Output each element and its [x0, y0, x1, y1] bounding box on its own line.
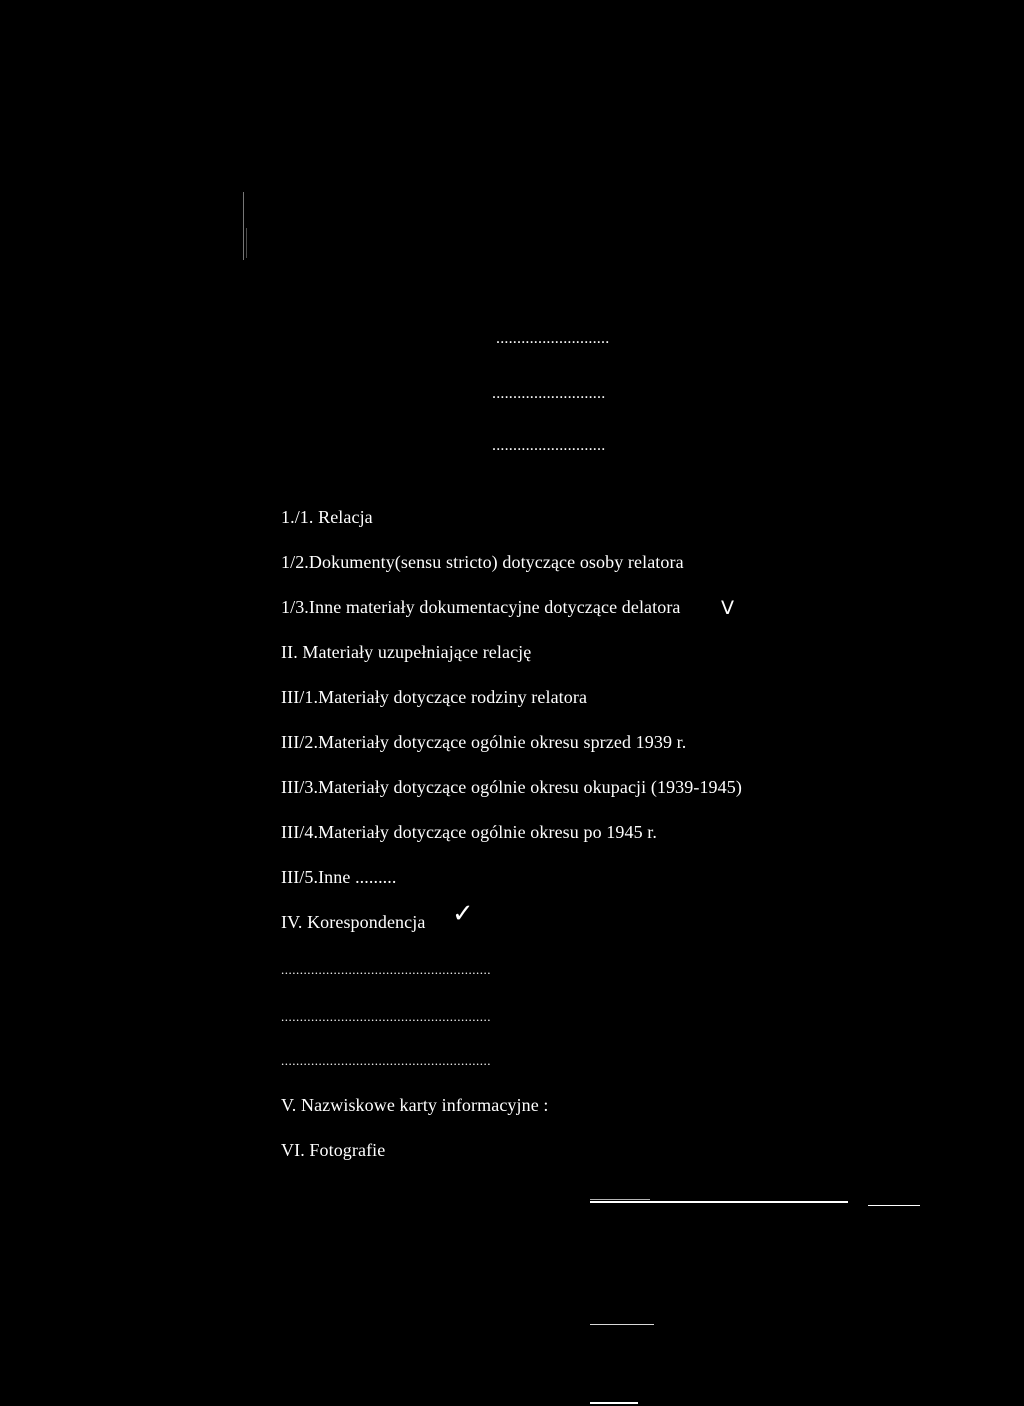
- entry-iii-4-po-1945: III/4.Materiały dotyczące ogólnie okresu po 1945 r.: [281, 822, 657, 842]
- entry-iii-5-inne: III/5.Inne .........: [281, 867, 397, 887]
- middle-dot-line-3: ........................................................: [281, 1053, 491, 1068]
- top-dot-line-2: ...........................: [492, 385, 606, 402]
- entry-i-2-dokumenty: 1/2.Dokumenty(sensu stricto) dotyczące osoby relatora: [281, 552, 684, 572]
- entry-i-3-inne-materialy: 1/3.Inne materiały dokumentacyjne dotyczące delatora: [281, 597, 681, 617]
- entry-vi-fotografie: VI. Fotografie: [281, 1140, 386, 1160]
- entry-iii-1-rodziny: III/1.Materiały dotyczące rodziny relatora: [281, 687, 588, 707]
- rule-fragment: [590, 1199, 650, 1200]
- middle-dot-line-2: ........................................................: [281, 1009, 491, 1024]
- scan-artifact: [246, 228, 247, 258]
- scan-artifact: [243, 192, 244, 260]
- entry-iii-3-okupacji: III/3.Materiały dotyczące ogólnie okresu okupacji (1939-1945): [281, 777, 742, 797]
- top-dot-line-3: ...........................: [492, 437, 606, 454]
- rule-fragment: [590, 1324, 654, 1325]
- rule-fragment: [590, 1201, 848, 1203]
- entry-i-1-relacja: 1./1. Relacja: [281, 507, 373, 527]
- rule-fragment: [868, 1205, 920, 1206]
- handwritten-check-mark: ✓: [452, 899, 474, 929]
- middle-dot-line-1: ........................................................: [281, 962, 491, 977]
- rule-fragment: [590, 1402, 638, 1404]
- entry-ii-materialy-uzupelniajace: II. Materiały uzupełniające relację: [281, 642, 532, 662]
- entry-iv-korespondencja: IV. Korespondencja: [281, 912, 426, 932]
- entry-v-karty-informacyjne: V. Nazwiskowe karty informacyjne :: [281, 1095, 549, 1115]
- handwritten-v-mark: V: [721, 597, 734, 619]
- top-dot-line-1: ...........................: [496, 330, 610, 347]
- entry-iii-2-sprzed-1939: III/2.Materiały dotyczące ogólnie okresu sprzed 1939 r.: [281, 732, 687, 752]
